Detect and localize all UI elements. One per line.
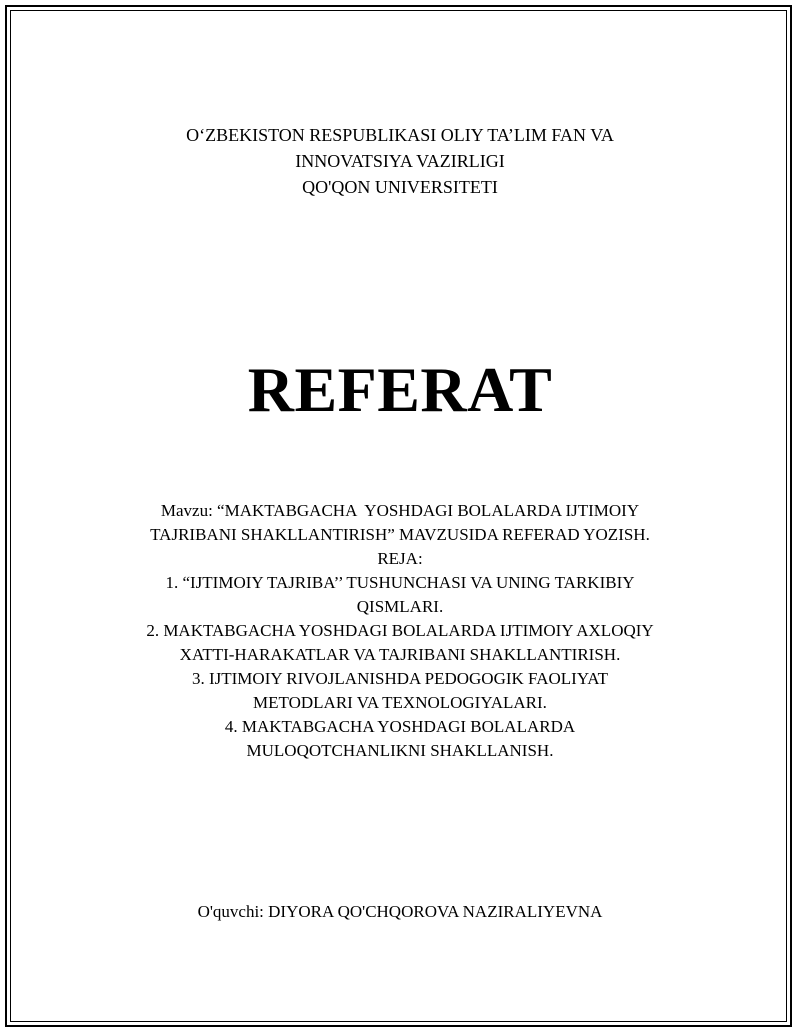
student-block (0, 900, 800, 924)
plan-item-line: MULOQOTCHANLIKNI SHAKLLANISH. (246, 741, 554, 760)
plan-item-line: 3. IJTIMOIY RIVOJLANISHDA PEDOGOGIK FAOLIYAT (191, 669, 608, 688)
plan-heading: REJA: (377, 549, 423, 568)
plan-item-line: 4. MAKTABGACHA YOSHDAGI BOLALARDA (224, 717, 576, 736)
student-name: O'quvchi: DIYORA QO'CHQOROVA NAZIRALIYEVNA (197, 902, 603, 921)
topic-line: Mavzu: “MAKTABGACHA YOSHDAGI BOLALARDA IJTIMOIY (160, 501, 640, 520)
header-line-2: INNOVATSIYA VAZIRLIGI (295, 151, 505, 171)
plan-item-line: 1. “IJTIMOIY TAJRIBA’’ TUSHUNCHASI VA UNING TARKIBIY (165, 573, 635, 592)
topic-block (0, 499, 800, 763)
document-title: REFERAT (247, 354, 553, 425)
plan-item-line: XATTI-HARAKATLAR VA TAJRIBANI SHAKLLANTIRISH. (179, 645, 621, 664)
topic-line: TAJRIBANI SHAKLLANTIRISH” MAVZUSIDA REFERAD YOZISH. (150, 525, 650, 544)
plan-item-line: METODLARI VA TEXNOLOGIYALARI. (253, 693, 547, 712)
plan-item-line: 2. MAKTABGACHA YOSHDAGI BOLALARDA IJTIMOIY AXLOQIY (146, 621, 654, 640)
plan-item-line: QISMLARI. (356, 597, 444, 616)
institution-header (0, 122, 800, 200)
header-line-1: O‘ZBEKISTON RESPUBLIKASI OLIY TA’LIM FAN VA (186, 125, 614, 145)
header-line-3: QO'QON UNIVERSITETI (302, 177, 498, 197)
